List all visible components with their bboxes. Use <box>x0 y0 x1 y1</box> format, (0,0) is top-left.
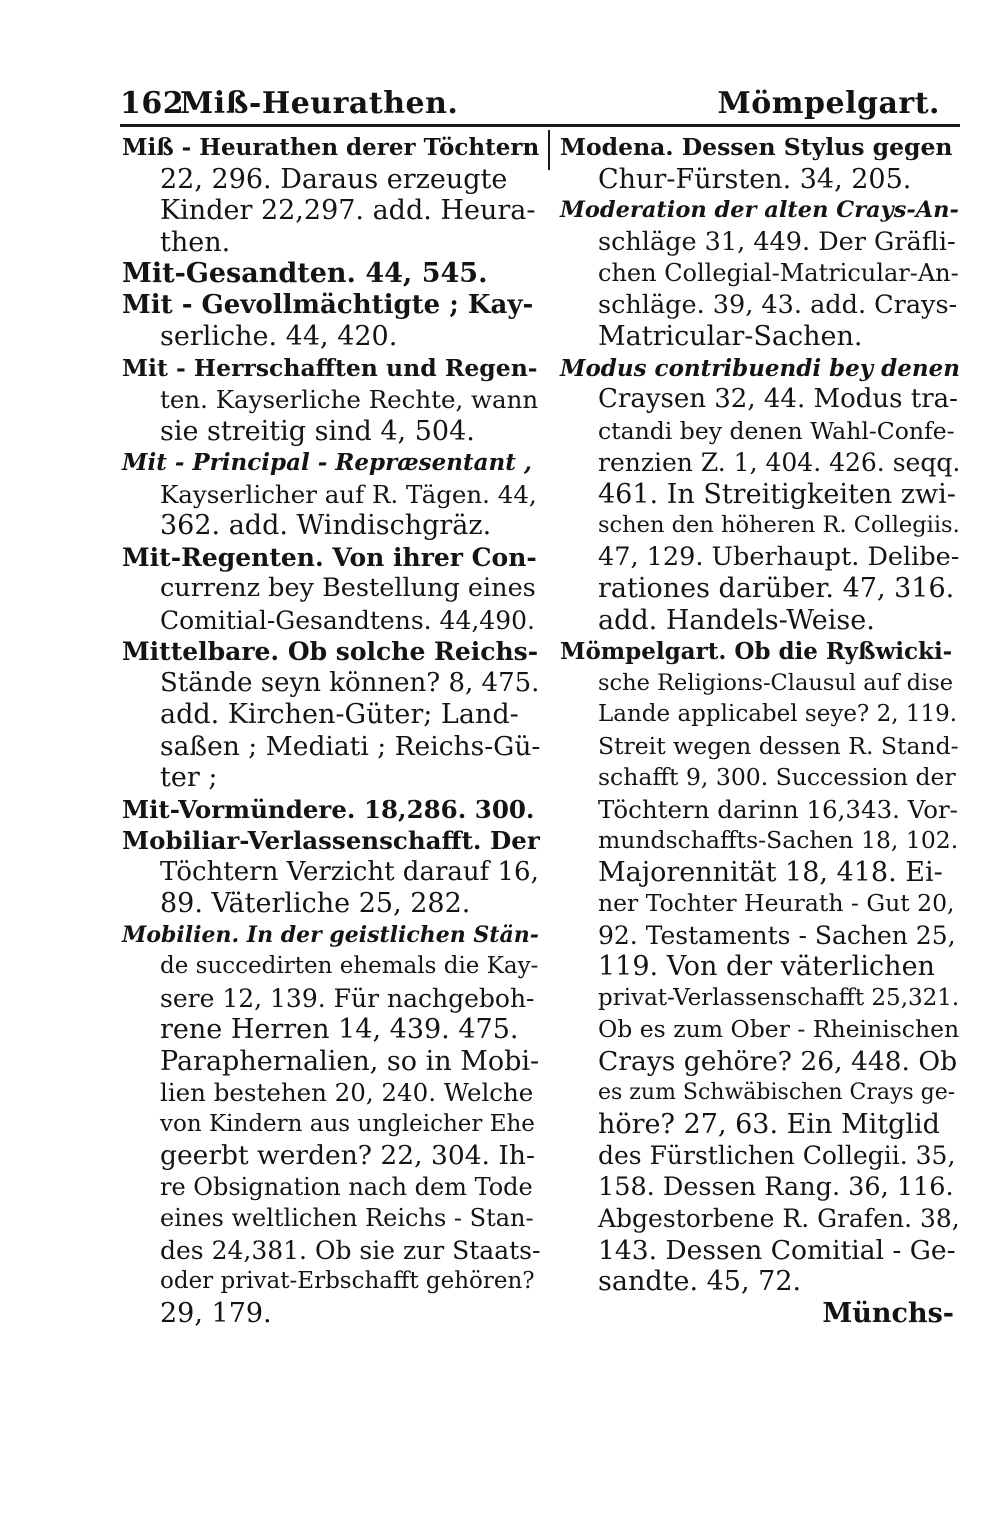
index-line: Moderation der alten Crays-An- <box>560 197 959 223</box>
index-line: Streit wegen dessen R. Stand- <box>598 731 959 760</box>
index-line: serliche. 44, 420. <box>160 321 398 352</box>
index-line: Mit-Vormündere. 18,286. 300. <box>122 794 535 824</box>
index-line: Mit-Gesandten. 44, 545. <box>122 258 488 289</box>
index-line: Craysen 32, 44. Modus tra- <box>598 384 958 414</box>
index-line: es zum Schwäbischen Crays ge- <box>598 1080 956 1105</box>
index-line: 362. add. Windischgräz. <box>160 510 492 541</box>
index-line: Comitial-Gesandtens. 44,490. <box>160 605 535 635</box>
index-line: ctandi bey denen Wahl-Confe- <box>598 416 955 445</box>
header-right-catchword: Mömpelgart. <box>717 86 940 121</box>
index-line: geerbt werden? 22, 304. Ih- <box>160 1140 535 1171</box>
running-header <box>120 82 960 122</box>
index-line: Chur-Fürsten. 34, 205. <box>598 163 912 195</box>
index-line: 158. Dessen Rang. 36, 116. <box>598 1171 954 1202</box>
index-line: Mittelbare. Ob solche Reichs- <box>122 637 539 666</box>
index-line: eines weltlichen Reichs - Stan- <box>160 1204 534 1232</box>
index-line: Modena. Dessen Stylus gegen <box>560 133 953 161</box>
index-line: ten. Kayserliche Rechte, wann <box>160 385 539 414</box>
index-line: sche Religions-Clausul auf dise <box>598 669 954 696</box>
index-line: Modus contribuendi bey denen <box>560 354 960 382</box>
index-line: höre? 27, 63. Ein Mitglid <box>598 1108 940 1140</box>
page-number: 162 <box>120 86 185 121</box>
index-line: Mobiliar-Verlassenschafft. Der <box>122 826 540 855</box>
index-line: privat-Verlassenschafft 25,321. <box>598 984 960 1011</box>
index-line: des 24,381. Ob sie zur Staats- <box>160 1235 541 1265</box>
index-line: 22, 296. Daraus erzeugte <box>160 163 508 195</box>
index-line: 29, 179. <box>160 1297 272 1329</box>
index-line: schläge. 39, 43. add. Crays- <box>598 289 958 320</box>
index-line: Mobilien. In der geistlichen Stän- <box>122 921 539 948</box>
index-line: re Obsignation nach dem Tode <box>160 1172 533 1201</box>
index-line: Majorennität 18, 418. Ei- <box>598 856 943 888</box>
index-line: renzien Z. 1, 404. 426. seqq. <box>598 448 961 477</box>
right-column <box>560 132 960 1492</box>
index-line: Crays gehöre? 26, 448. Ob <box>598 1045 958 1077</box>
index-line: Paraphernalien, so in Mobi- <box>160 1045 540 1077</box>
index-line: 143. Dessen Comitial - Ge- <box>598 1234 956 1266</box>
index-line: add. Kirchen-Güter; Land- <box>160 699 519 730</box>
index-line: de succedirten ehemals die Kay- <box>160 953 539 979</box>
index-line: Stände seyn können? 8, 475. <box>160 667 540 698</box>
index-line: rene Herren 14, 439. 475. <box>160 1014 519 1045</box>
index-line: 461. In Streitigkeiten zwi- <box>598 478 956 510</box>
index-line: Abgestorbene R. Grafen. 38, <box>598 1204 960 1233</box>
index-line: currenz bey Bestellung eines <box>160 573 536 603</box>
index-line: 119. Von der väterlichen <box>598 951 935 982</box>
index-line: Töchtern darinn 16,343. Vor- <box>598 794 958 824</box>
left-column <box>122 132 540 1492</box>
index-line: Mit-Regenten. Von ihrer Con- <box>122 542 537 572</box>
index-line: ter ; <box>160 762 218 793</box>
index-line: schafft 9, 300. Succession der <box>598 763 956 791</box>
index-line: saßen ; Mediati ; Reichs-Gü- <box>160 730 541 762</box>
header-rule <box>120 124 960 127</box>
index-line: Kinder 22,297. add. Heura- <box>160 195 536 226</box>
index-line: Mit - Principal - Repræsentant , <box>122 449 532 476</box>
index-line: rationes darüber. 47, 316. <box>598 573 955 604</box>
index-line: oder privat-Erbschafft gehören? <box>160 1268 535 1294</box>
index-line: Töchtern Verzicht darauf 16, <box>160 856 539 887</box>
index-line: des Fürstlichen Collegii. 35, <box>598 1141 956 1170</box>
header-left-catchword: Miß-Heurathen. <box>180 86 459 121</box>
index-line: schläge 31, 449. Der Gräfli- <box>598 226 956 257</box>
index-line: ner Tochter Heurath - Gut 20, <box>598 889 955 917</box>
index-line: sie streitig sind 4, 504. <box>160 415 475 447</box>
column-divider <box>548 130 550 170</box>
index-line: Mit - Gevollmächtigte ; Kay- <box>122 289 534 320</box>
index-line: chen Collegial-Matricular-An- <box>598 259 959 287</box>
index-line: Ob es zum Ober - Rheinischen <box>598 1015 960 1043</box>
index-line: 92. Testaments - Sachen 25, <box>598 920 956 950</box>
index-line: von Kindern aus ungleicher Ehe <box>160 1110 535 1137</box>
index-line: mundschaffts-Sachen 18, 102. <box>598 826 959 854</box>
index-line: sere 12, 139. Für nachgeboh- <box>160 983 535 1013</box>
index-line: add. Handels-Weise. <box>598 604 875 636</box>
index-line: Mit - Herrschafften und Regen- <box>122 353 538 382</box>
index-line: Mömpelgart. Ob die Ryßwicki- <box>560 638 953 665</box>
index-line: sandte. 45, 72. <box>598 1266 802 1297</box>
index-line: 89. Väterliche 25, 282. <box>160 888 471 919</box>
index-line: then. <box>160 226 231 258</box>
index-line: 47, 129. Uberhaupt. Delibe- <box>598 541 960 572</box>
catchword: Münchs- <box>822 1297 954 1329</box>
index-line: Matricular-Sachen. <box>598 321 863 352</box>
index-line: Miß - Heurathen derer Töchtern <box>122 134 540 161</box>
index-line: Kayserlicher auf R. Tägen. 44, <box>160 479 537 509</box>
index-line: lien bestehen 20, 240. Welche <box>160 1078 534 1107</box>
index-line: schen den höheren R. Collegiis. <box>598 512 960 538</box>
index-line: Lande applicabel seye? 2, 119. <box>598 701 958 727</box>
